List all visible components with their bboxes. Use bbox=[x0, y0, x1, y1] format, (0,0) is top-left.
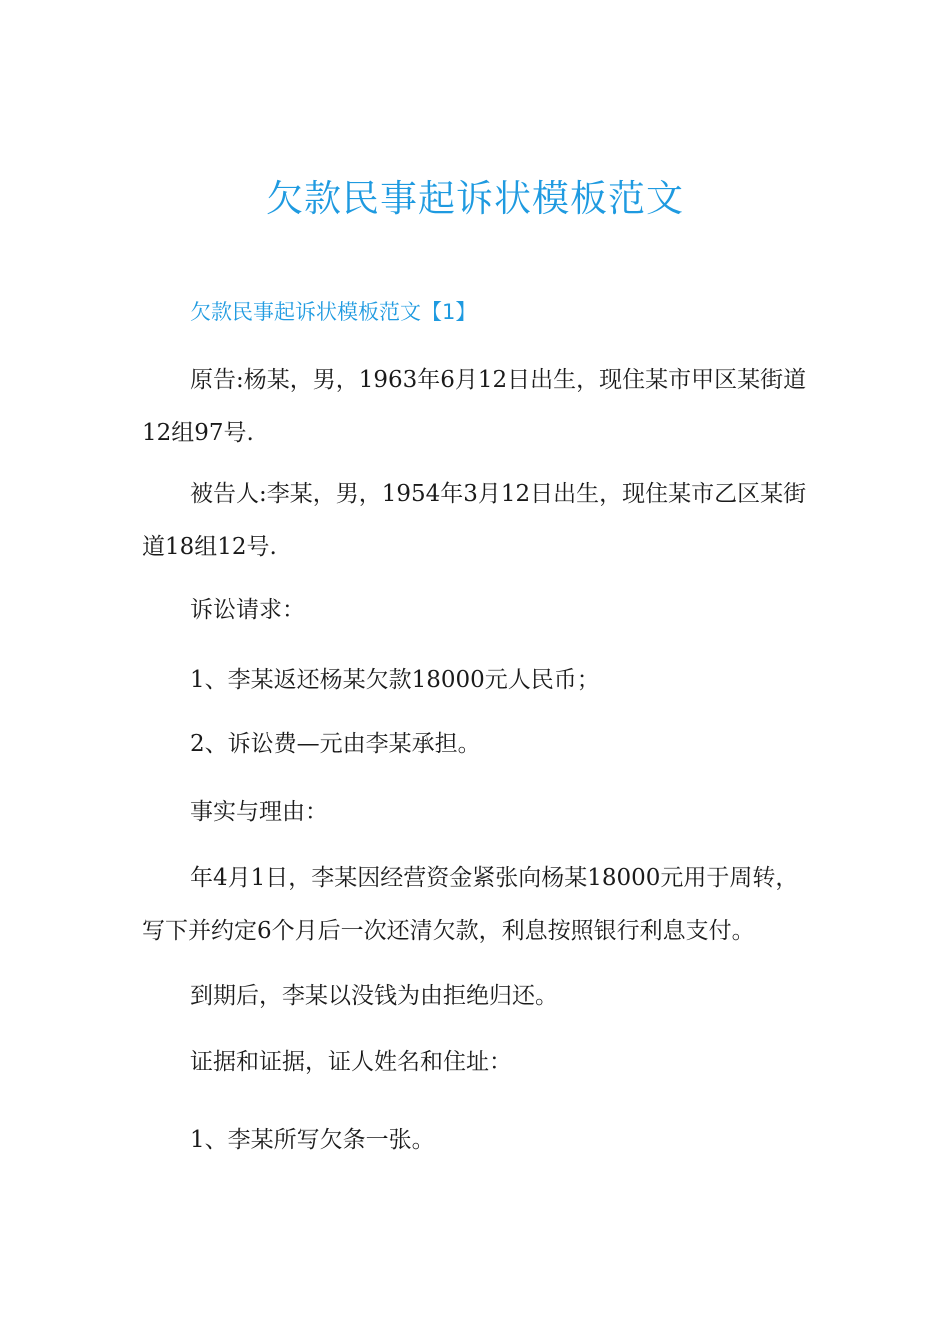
paragraph-refusal: 到期后，李某以没钱为由拒绝归还。 bbox=[190, 983, 558, 1009]
paragraph-claim-1: 1、李某返还杨某欠款18000元人民币； bbox=[190, 667, 600, 693]
paragraph-evidence-heading: 证据和证据，证人姓名和住址： bbox=[190, 1049, 512, 1075]
paragraph-facts-heading: 事实与理由： bbox=[190, 799, 328, 825]
section-heading: 欠款民事起诉状模板范文【1】 bbox=[190, 300, 477, 324]
paragraph-facts: 年4月1日，李某因经营资金紧张向杨某18000元用于周转，写下并约定6个月后一次还清欠款，利息按照银行利息支付。 bbox=[142, 865, 799, 944]
paragraph-claim-2: 2、诉讼费—元由李某承担。 bbox=[190, 731, 481, 757]
document-title: 欠款民事起诉状模板范文 bbox=[266, 177, 684, 220]
paragraph-evidence-1: 1、李某所写欠条一张。 bbox=[190, 1127, 435, 1153]
paragraph-claims-heading: 诉讼请求： bbox=[190, 597, 305, 623]
paragraph-defendant: 被告人:李某，男，1954年3月12日出生，现住某市乙区某街道18组12号. bbox=[142, 481, 807, 560]
paragraph-plaintiff: 原告:杨某，男，1963年6月12日出生，现住某市甲区某街道12组97号. bbox=[142, 367, 807, 446]
